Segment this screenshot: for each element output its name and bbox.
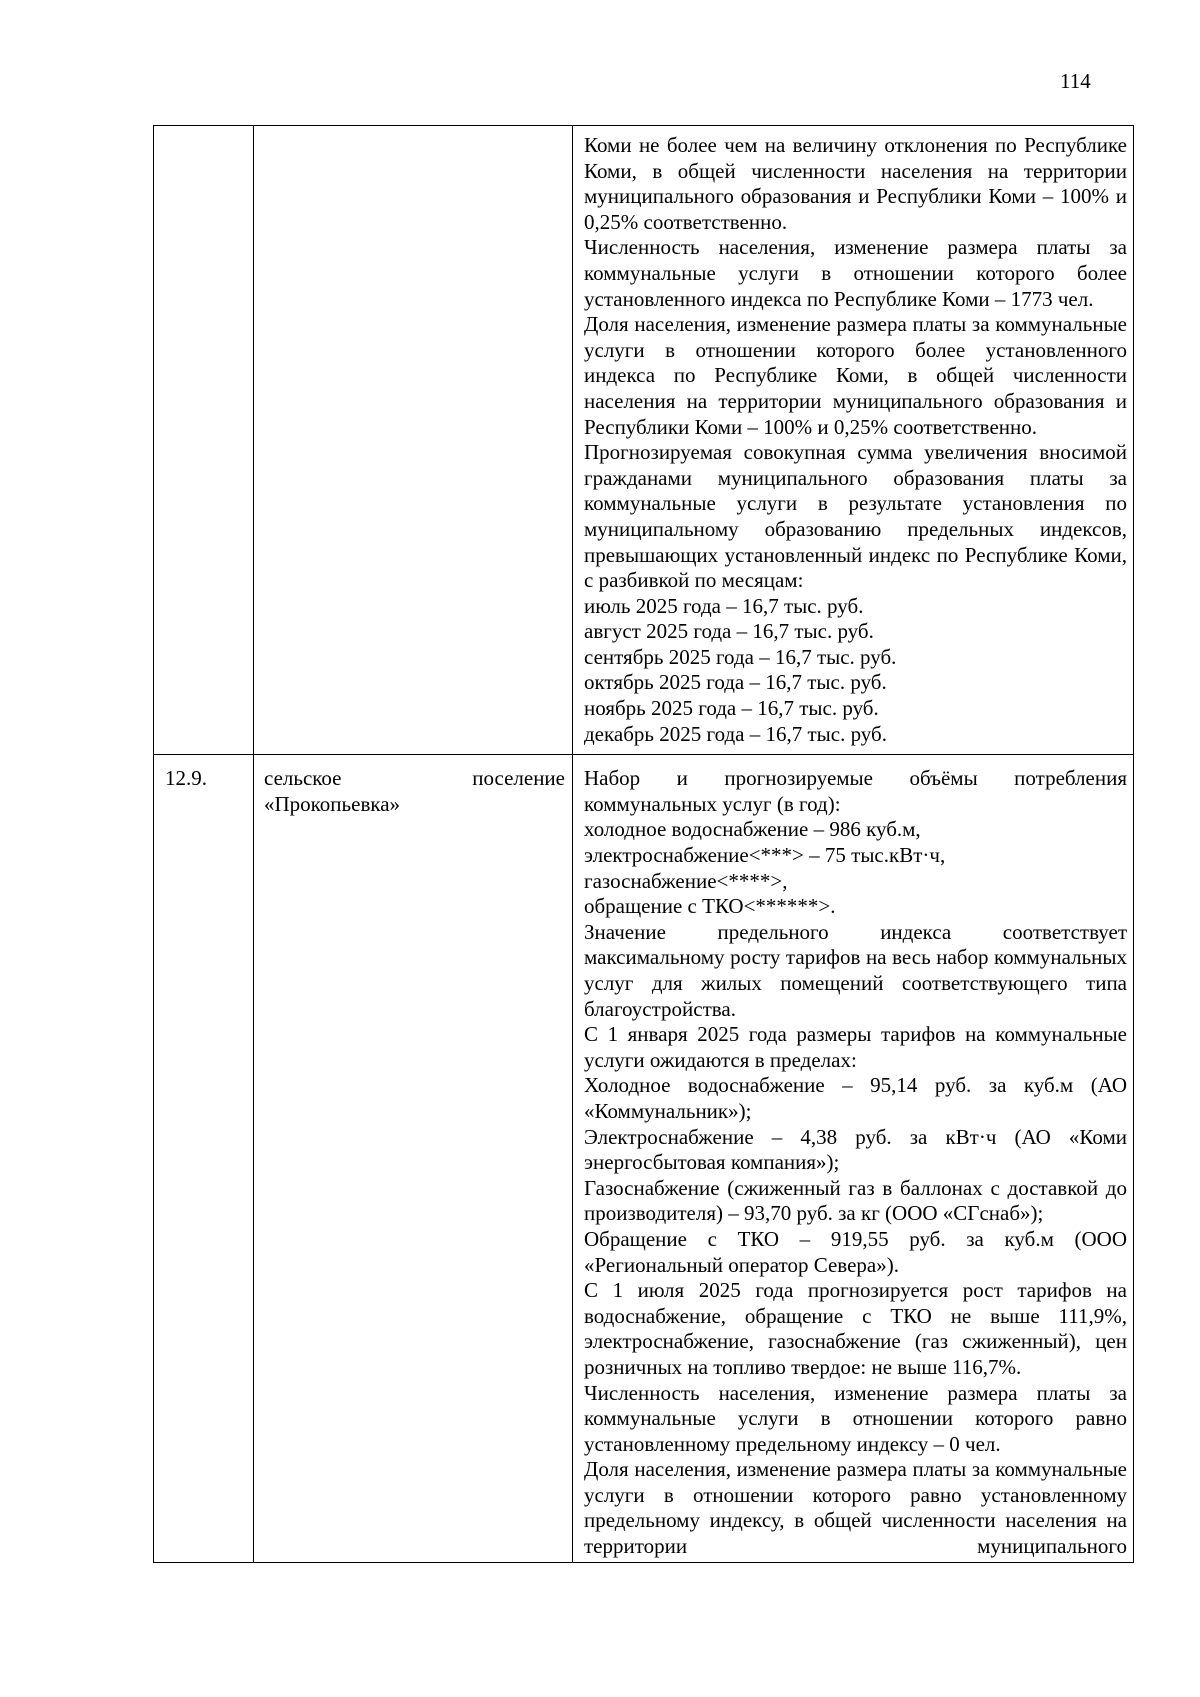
- volume-line: электроснабжение<***> – 75 тыс.кВт·ч,: [584, 843, 946, 868]
- paragraph: Холодное водоснабжение – 95,14 руб. за куб.м (АО «Коммунальник»);: [584, 1073, 1127, 1123]
- month-line: август 2025 года – 16,7 тыс. руб.: [584, 619, 874, 644]
- volume-line: холодное водоснабжение – 986 куб.м,: [584, 817, 921, 842]
- paragraph: Численность населения, изменение размера платы за коммунальные услуги в отношении которого равно установленному предельному индексу – 0 чел.: [584, 1380, 1127, 1456]
- paragraph: Обращение с ТКО – 919,55 руб. за куб.м (ООО «Региональный оператор Севера»).: [584, 1226, 1127, 1277]
- paragraph: Электроснабжение – 4,38 руб. за кВт·ч (АО «Коми энергосбытовая компания»);: [584, 1124, 1127, 1175]
- paragraph: Численность населения, изменение размера платы за коммунальные услуги в отношении которого более установленного индекса по Республике Коми – 1773 чел.: [584, 235, 1127, 311]
- table-row: [154, 755, 1134, 1562]
- paragraph: Коми не более чем на величину отклонения по Республике Коми, в общей численности населения на территории муниципального образования и Республики Коми – 100% и 0,25% соответственно.: [584, 133, 1127, 234]
- table-row: [154, 126, 1134, 755]
- settlement-name-cell: сельское поселение «Прокопьевка»: [254, 755, 573, 1562]
- month-line: июль 2025 года – 16,7 тыс. руб.: [584, 593, 864, 618]
- month-line: декабрь 2025 года – 16,7 тыс. руб.: [584, 721, 887, 746]
- paragraph: Доля населения, изменение размера платы за коммунальные услуги в отношении которого более установленного индекса по Республике Коми, в общей численности населения на территории муниципального образования и Республики Коми – 100% и 0,25% соответственно.: [584, 312, 1127, 439]
- page-number: 114: [1060, 69, 1091, 93]
- description-cell: [573, 755, 1134, 1562]
- volume-line: обращение с ТКО<******>.: [584, 894, 836, 919]
- paragraph: С 1 января 2025 года размеры тарифов на коммунальные услуги ожидаются в пределах:: [584, 1022, 1127, 1072]
- paragraph: Значение предельного индекса соответствует максимальному росту тарифов на весь набор коммунальных услуг для жилых помещений соответствующего типа благоустройства.: [584, 919, 1127, 1021]
- description-cell: [573, 126, 1134, 755]
- paragraph: Доля населения, изменение размера платы за коммунальные услуги в отношении которого равно установленному предельному индексу, в общей численности населения на территории муниципального: [584, 1457, 1127, 1559]
- settlement-name-cell: [254, 126, 573, 755]
- month-line: октябрь 2025 года – 16,7 тыс. руб.: [584, 670, 887, 695]
- paragraph: Набор и прогнозируемые объёмы потребления коммунальных услуг (в год):: [584, 766, 1127, 816]
- month-line: ноябрь 2025 года – 16,7 тыс. руб.: [584, 696, 879, 721]
- row-number-cell: 12.9.: [154, 755, 254, 1562]
- paragraph: Прогнозируемая совокупная сумма увеличения вносимой гражданами муниципального образования платы за коммунальные услуги в результате установления по муниципальному образованию предельных индексов, превышающих установленный индекс по Республике Коми, с разбивкой по месяцам:: [584, 440, 1127, 593]
- month-line: сентябрь 2025 года – 16,7 тыс. руб.: [584, 644, 897, 669]
- paragraph: Газоснабжение (сжиженный газ в баллонах с доставкой до производителя) – 93,70 руб. за кг (ООО «СГснаб»);: [584, 1175, 1127, 1226]
- volume-line: газоснабжение<****>,: [584, 868, 788, 893]
- paragraph: С 1 июля 2025 года прогнозируется рост тарифов на водоснабжение, обращение с ТКО не выше 111,9%, электроснабжение, газоснабжение (газ сжиженный), цен розничных на топливо твердое: не выше 116,7%.: [584, 1278, 1127, 1379]
- data-table: [153, 125, 1134, 1563]
- row-number-cell: [154, 126, 254, 755]
